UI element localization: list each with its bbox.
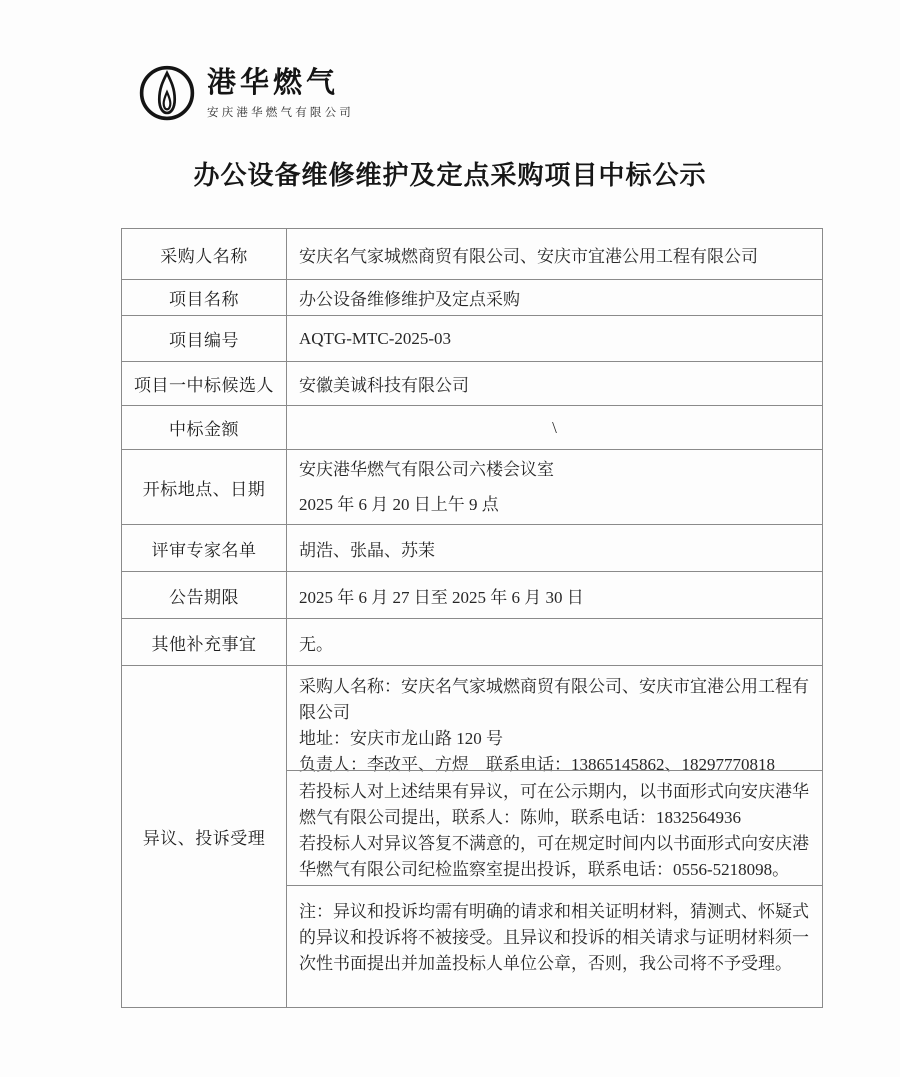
table-row-opening-place-date <box>122 449 822 524</box>
subcell-objection-procedure <box>287 770 822 885</box>
announcement-table <box>121 228 823 1008</box>
table-row-purchaser <box>122 229 822 279</box>
table-row-other-matters <box>122 618 822 665</box>
row-value: 胡浩、张晶、苏茉 <box>299 540 435 560</box>
row-value: 办公设备维修维护及定点采购 <box>299 290 520 309</box>
brand-company-name: 安庆港华燃气有限公司 <box>207 107 354 119</box>
subcell-note <box>287 885 822 1007</box>
logo <box>138 64 354 122</box>
paragraph: 采购人名称：安庆名气家城燃商贸有限公司、安庆市宜港公用工程有限公司 <box>299 677 809 722</box>
subcell-purchaser-contact <box>287 666 822 774</box>
table-row-expert-list <box>122 524 822 571</box>
table-row-award-amount <box>122 405 822 449</box>
paragraph: 若投标人对异议答复不满意的，可在规定时间内以书面形式向安庆港华燃气有限公司纪检监察室提出投诉，联系电话：0556-5218098。 <box>299 834 809 879</box>
table-row-announcement-period <box>122 571 822 618</box>
row-label: 公告期限 <box>122 572 287 618</box>
table-row-project-number <box>122 315 822 361</box>
row-value: 安庆名气家城燃商贸有限公司、安庆市宜港公用工程有限公司 <box>299 246 758 266</box>
logo-text <box>207 64 354 120</box>
opening-place: 安庆港华燃气有限公司六楼会议室 <box>299 459 554 479</box>
row-value: 2025 年 6 月 27 日至 2025 年 6 月 30 日 <box>299 587 584 607</box>
row-label: 采购人名称 <box>122 229 287 279</box>
paragraph: 若投标人对上述结果有异议，可在公示期内，以书面形式向安庆港华燃气有限公司提出，联系人：陈帅，联系电话：1832564936 <box>299 782 809 827</box>
brand-name: 港华燃气 <box>207 67 340 99</box>
row-value: 无。 <box>299 634 333 654</box>
page-title: 办公设备维修维护及定点采购项目中标公示 <box>193 161 707 190</box>
paragraph: 注：异议和投诉均需有明确的请求和相关证明材料，猜测式、怀疑式的异议和投诉将不被接受。且异议和投诉的相关请求与证明材料须一次性书面提出并加盖投标人单位公章，否则，我公司将不予受理。 <box>299 902 809 973</box>
flame-in-circle-icon <box>138 64 196 122</box>
row-label: 中标金额 <box>122 406 287 449</box>
paragraph: 地址：安庆市龙山路 120 号 <box>299 729 503 748</box>
row-label: 开标地点、日期 <box>122 450 287 524</box>
row-label: 项目一中标候选人 <box>122 362 287 405</box>
row-label: 项目名称 <box>122 280 287 315</box>
row-label: 异议、投诉受理 <box>122 666 287 1007</box>
row-value: 安徽美诚科技有限公司 <box>299 376 469 395</box>
table-row-project-name <box>122 279 822 315</box>
row-label: 其他补充事宜 <box>122 619 287 665</box>
row-value <box>287 450 822 524</box>
row-label: 评审专家名单 <box>122 525 287 571</box>
row-value: AQTG-MTC-2025-03 <box>299 328 452 348</box>
row-label: 项目编号 <box>122 316 287 361</box>
row-value: \ <box>552 417 557 437</box>
opening-date: 2025 年 6 月 20 日上午 9 点 <box>299 494 499 514</box>
objection-subcells <box>287 666 822 1007</box>
paragraph: 负责人：李改平、方煜 联系电话：13865145862、18297770818 <box>299 755 775 774</box>
table-row-objection-complaint <box>122 665 822 1007</box>
table-row-winning-candidate <box>122 361 822 405</box>
